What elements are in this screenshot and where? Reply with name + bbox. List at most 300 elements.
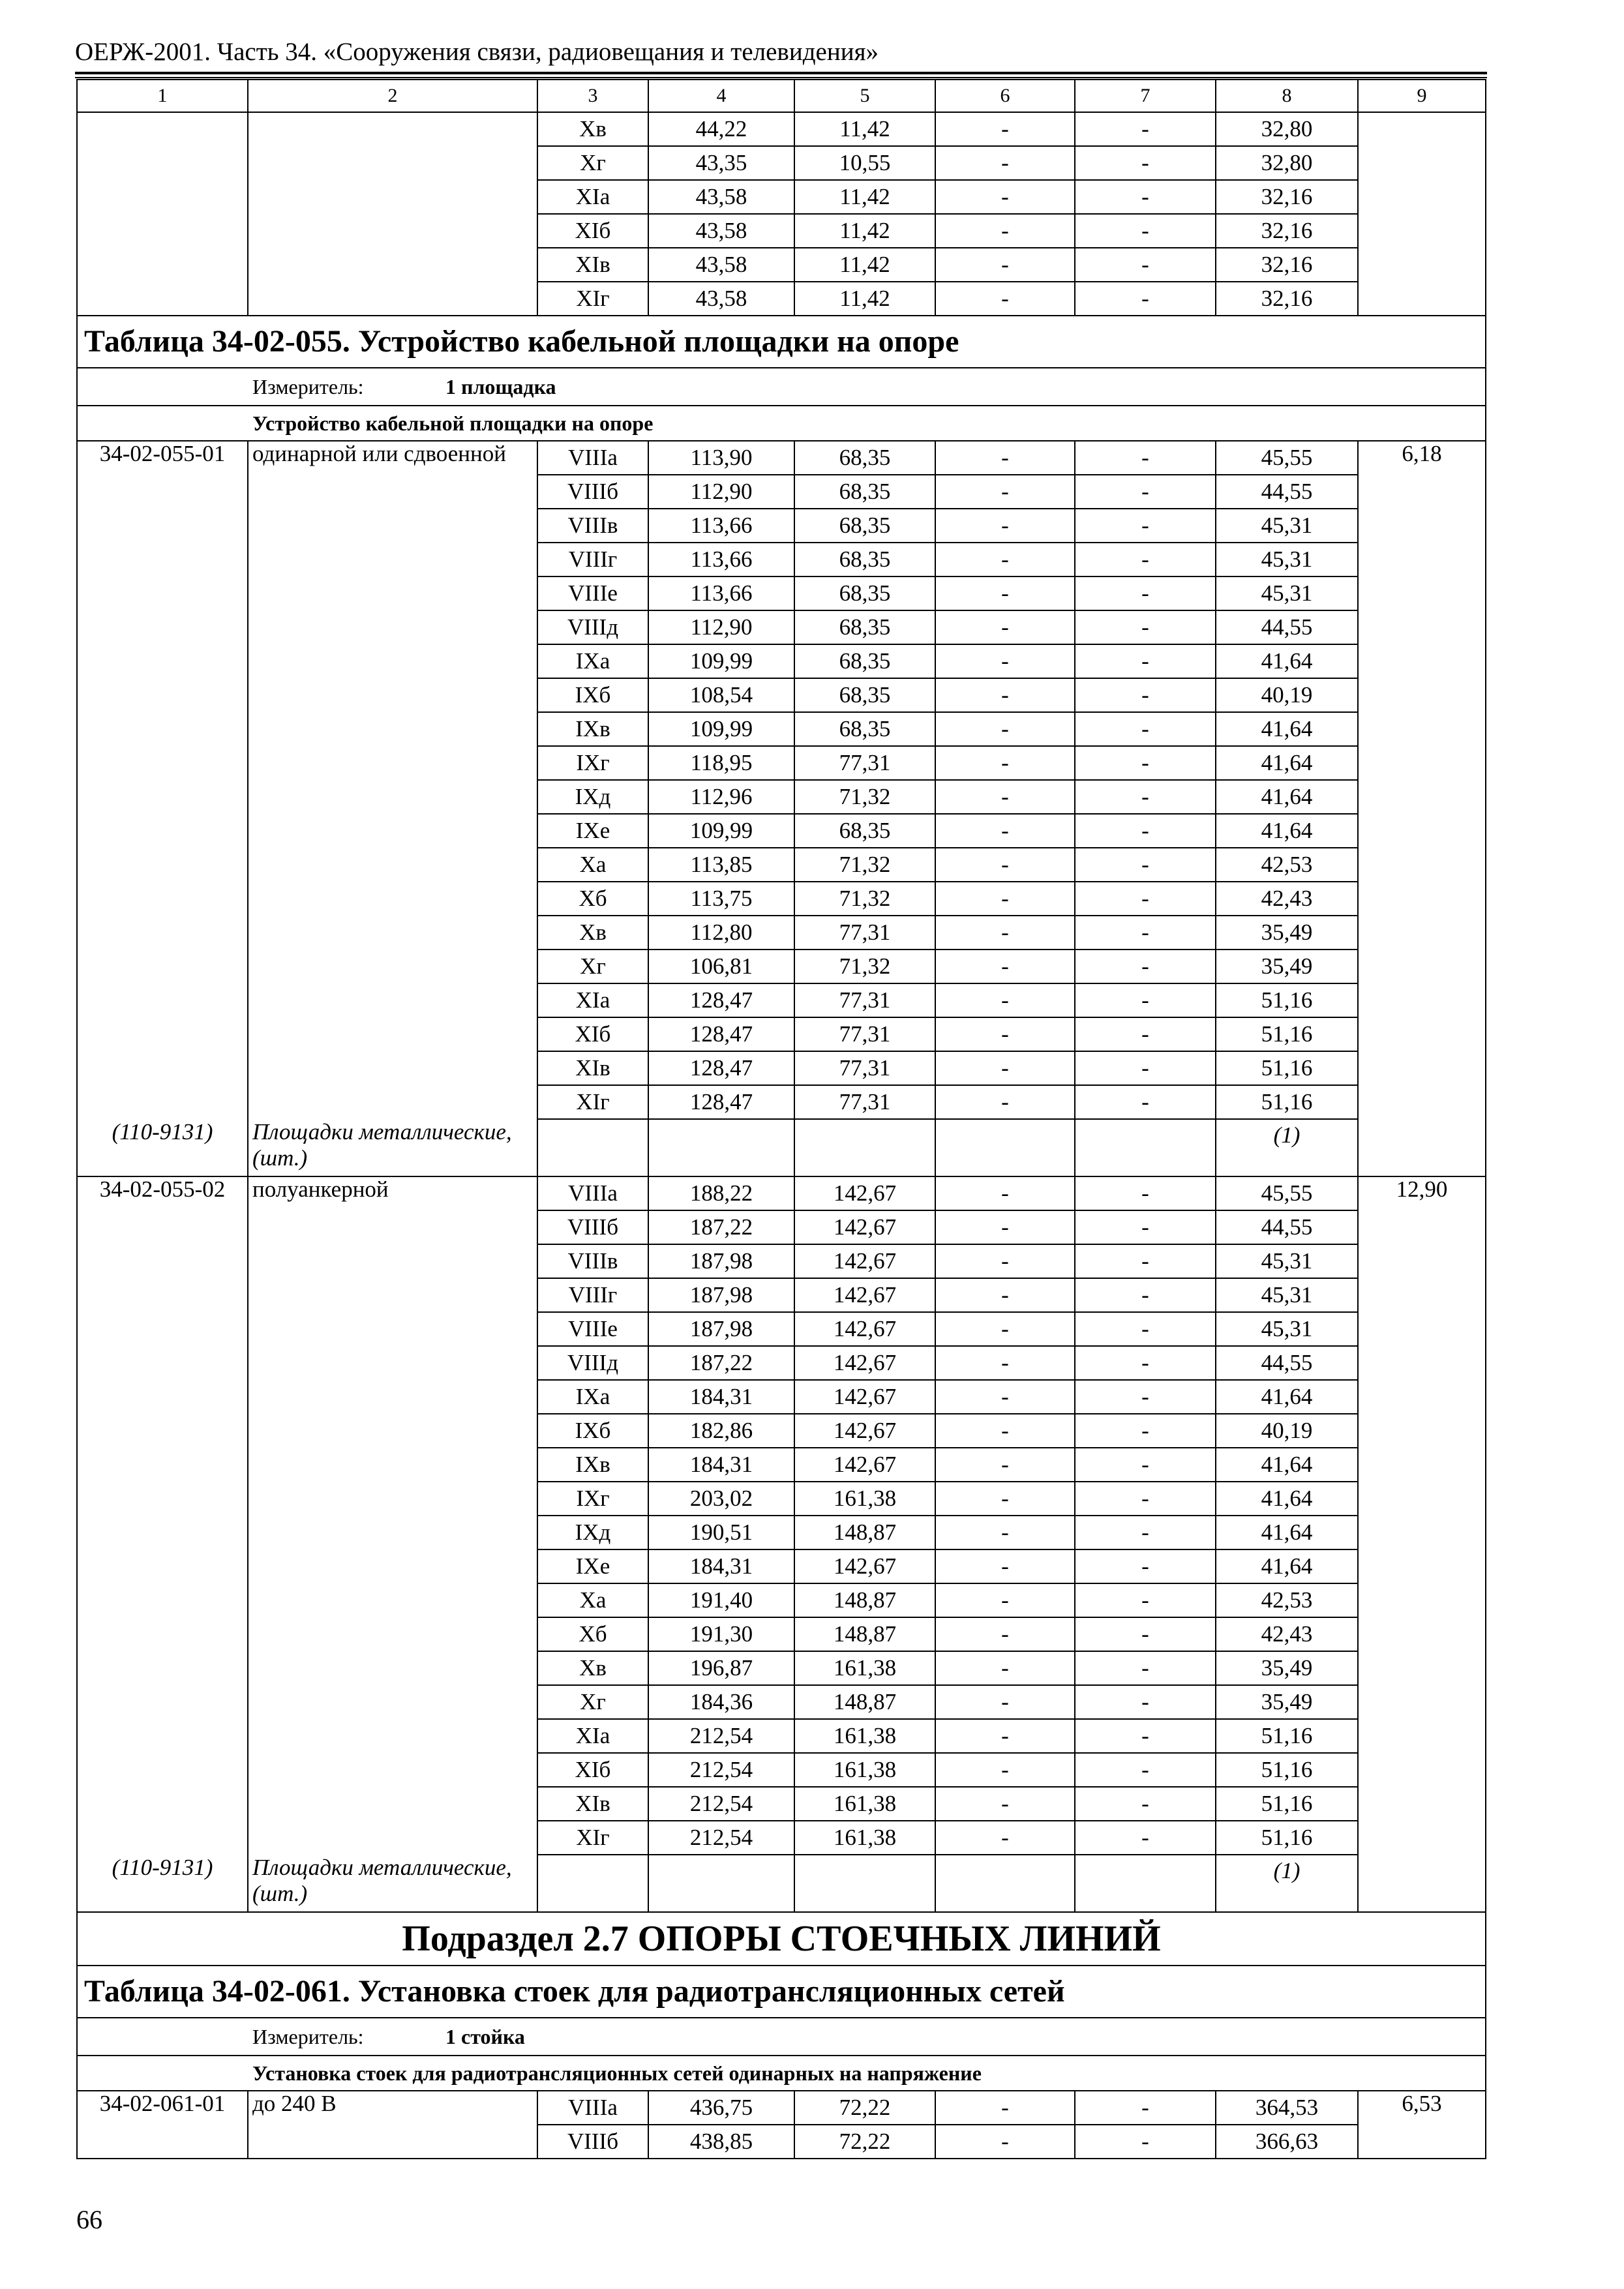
value-cell: 40,19 bbox=[1216, 678, 1358, 712]
table-row bbox=[77, 1787, 1486, 1821]
value-cell: 45,55 bbox=[1216, 1176, 1358, 1210]
table-title: Таблица 34-02-061. Установка стоек для радиотрансляционных сетей bbox=[77, 1966, 1486, 2018]
table-cell bbox=[1358, 780, 1486, 814]
table-cell bbox=[77, 1414, 248, 1448]
table-cell bbox=[1358, 1017, 1486, 1051]
value-cell: 32,16 bbox=[1216, 248, 1358, 282]
value-cell: 128,47 bbox=[648, 1051, 794, 1085]
zone-cell: IХа bbox=[537, 1380, 648, 1414]
value-cell: 142,67 bbox=[794, 1176, 935, 1210]
zone-cell: Ха bbox=[537, 1583, 648, 1617]
table-row bbox=[77, 1617, 1486, 1651]
value-cell: - bbox=[1075, 950, 1216, 983]
value-cell: 112,90 bbox=[648, 475, 794, 509]
value-cell: 42,53 bbox=[1216, 848, 1358, 882]
table-row bbox=[77, 848, 1486, 882]
table-cell bbox=[248, 1516, 537, 1549]
table-cell bbox=[248, 112, 537, 146]
table-cell bbox=[248, 1685, 537, 1719]
value-cell: 32,80 bbox=[1216, 112, 1358, 146]
value-cell: 112,90 bbox=[648, 610, 794, 644]
table-cell bbox=[77, 576, 248, 610]
value-cell: 112,96 bbox=[648, 780, 794, 814]
table-cell bbox=[248, 509, 537, 543]
measure-cell bbox=[77, 368, 1486, 406]
value-cell: 191,30 bbox=[648, 1617, 794, 1651]
value-cell: 142,67 bbox=[794, 1346, 935, 1380]
value-cell: - bbox=[935, 712, 1075, 746]
zone-cell: VIIIа bbox=[537, 2091, 648, 2125]
table-cell bbox=[77, 112, 248, 146]
value-cell: 45,31 bbox=[1216, 1278, 1358, 1312]
resource-qty: (1) bbox=[1216, 1119, 1358, 1176]
resource-row bbox=[77, 1855, 1486, 1912]
table-cell bbox=[248, 1380, 537, 1414]
value-cell: 203,02 bbox=[648, 1482, 794, 1516]
table-cell bbox=[248, 780, 537, 814]
value-cell: 68,35 bbox=[794, 441, 935, 475]
value-cell: - bbox=[935, 610, 1075, 644]
table-cell bbox=[1075, 1855, 1216, 1912]
table-cell bbox=[77, 1085, 248, 1119]
table-title-row bbox=[77, 1966, 1486, 2018]
value-cell: - bbox=[935, 644, 1075, 678]
table-cell bbox=[1358, 1346, 1486, 1380]
value-cell: 51,16 bbox=[1216, 1017, 1358, 1051]
table-cell bbox=[248, 1085, 537, 1119]
value-cell: 142,67 bbox=[794, 1244, 935, 1278]
table-cell bbox=[1358, 814, 1486, 848]
table-cell bbox=[77, 2125, 248, 2159]
value-cell: - bbox=[935, 1085, 1075, 1119]
value-cell: 77,31 bbox=[794, 746, 935, 780]
value-cell: 71,32 bbox=[794, 780, 935, 814]
value-cell: 161,38 bbox=[794, 1651, 935, 1685]
value-cell: - bbox=[935, 780, 1075, 814]
table-cell bbox=[248, 610, 537, 644]
value-cell: 32,16 bbox=[1216, 180, 1358, 214]
zone-cell: IХб bbox=[537, 1414, 648, 1448]
zone-cell: Хб bbox=[537, 882, 648, 916]
table-cell bbox=[1358, 1210, 1486, 1244]
value-cell: 41,64 bbox=[1216, 1448, 1358, 1482]
item-code: 34-02-061-01 bbox=[77, 2091, 248, 2125]
value-cell: 68,35 bbox=[794, 678, 935, 712]
table-cell bbox=[1358, 1516, 1486, 1549]
table-cell bbox=[248, 282, 537, 316]
table-row bbox=[77, 814, 1486, 848]
table-cell bbox=[77, 1549, 248, 1583]
value-cell: 71,32 bbox=[794, 882, 935, 916]
table-cell bbox=[935, 1855, 1075, 1912]
value-cell: 113,66 bbox=[648, 543, 794, 576]
value-cell: - bbox=[1075, 1278, 1216, 1312]
table-cell bbox=[77, 983, 248, 1017]
value-cell: 51,16 bbox=[1216, 1051, 1358, 1085]
zone-cell: VIIIа bbox=[537, 1176, 648, 1210]
item-name: до 240 В bbox=[248, 2091, 537, 2125]
column-number: 1 bbox=[77, 80, 248, 112]
table-row bbox=[77, 1380, 1486, 1414]
table-cell bbox=[248, 1244, 537, 1278]
value-cell: - bbox=[935, 2091, 1075, 2125]
table-cell bbox=[77, 1617, 248, 1651]
table-row bbox=[77, 248, 1486, 282]
zone-cell: Хв bbox=[537, 112, 648, 146]
value-cell: - bbox=[935, 950, 1075, 983]
table-row bbox=[77, 610, 1486, 644]
value-cell: - bbox=[935, 1549, 1075, 1583]
table-cell bbox=[248, 1448, 537, 1482]
zone-cell: VIIIг bbox=[537, 543, 648, 576]
table-row bbox=[77, 2091, 1486, 2125]
value-cell: 109,99 bbox=[648, 712, 794, 746]
table-row bbox=[77, 1210, 1486, 1244]
zone-cell: IХб bbox=[537, 678, 648, 712]
zone-cell: ХIв bbox=[537, 1051, 648, 1085]
table-row bbox=[77, 916, 1486, 950]
value-cell: 43,58 bbox=[648, 214, 794, 248]
table-cell bbox=[77, 1753, 248, 1787]
value-cell: 113,66 bbox=[648, 576, 794, 610]
value-cell: 142,67 bbox=[794, 1414, 935, 1448]
table-row bbox=[77, 441, 1486, 475]
table-cell bbox=[248, 848, 537, 882]
value-cell: 44,55 bbox=[1216, 475, 1358, 509]
subsection-row bbox=[77, 1912, 1486, 1966]
value-cell: 128,47 bbox=[648, 1085, 794, 1119]
value-cell: - bbox=[935, 475, 1075, 509]
zone-cell: Хв bbox=[537, 916, 648, 950]
table-row bbox=[77, 475, 1486, 509]
value-cell: - bbox=[935, 1051, 1075, 1085]
value-cell: 212,54 bbox=[648, 1787, 794, 1821]
value-cell: 109,99 bbox=[648, 644, 794, 678]
table-row bbox=[77, 1719, 1486, 1753]
table-cell bbox=[248, 950, 537, 983]
value-cell: - bbox=[1075, 475, 1216, 509]
value-cell: 41,64 bbox=[1216, 814, 1358, 848]
subsection-title: Подраздел 2.7 ОПОРЫ СТОЕЧНЫХ ЛИНИЙ bbox=[77, 1912, 1486, 1966]
value-cell: 43,58 bbox=[648, 248, 794, 282]
table-row bbox=[77, 1312, 1486, 1346]
value-cell: 45,31 bbox=[1216, 576, 1358, 610]
table-cell bbox=[1358, 180, 1486, 214]
column-number: 2 bbox=[248, 80, 537, 112]
value-cell: - bbox=[1075, 1617, 1216, 1651]
table-row bbox=[77, 576, 1486, 610]
value-cell: - bbox=[1075, 1549, 1216, 1583]
value-cell: 148,87 bbox=[794, 1583, 935, 1617]
table-cell bbox=[248, 1017, 537, 1051]
value-cell: 35,49 bbox=[1216, 1685, 1358, 1719]
zone-cell: IХд bbox=[537, 780, 648, 814]
table-cell bbox=[248, 1414, 537, 1448]
zone-cell: ХIв bbox=[537, 248, 648, 282]
value-cell: - bbox=[935, 1017, 1075, 1051]
table-cell bbox=[77, 882, 248, 916]
table-cell bbox=[1358, 214, 1486, 248]
value-cell: - bbox=[1075, 983, 1216, 1017]
value-cell: - bbox=[935, 916, 1075, 950]
table-cell bbox=[77, 1719, 248, 1753]
table-cell bbox=[1358, 983, 1486, 1017]
value-cell: 109,99 bbox=[648, 814, 794, 848]
value-cell: 11,42 bbox=[794, 180, 935, 214]
value-cell: 10,55 bbox=[794, 146, 935, 180]
table-cell bbox=[77, 1821, 248, 1855]
column-number: 6 bbox=[935, 80, 1075, 112]
table-cell bbox=[1358, 1855, 1486, 1912]
table-cell bbox=[1358, 746, 1486, 780]
value-cell: 161,38 bbox=[794, 1821, 935, 1855]
table-cell bbox=[1358, 848, 1486, 882]
table-cell bbox=[248, 1787, 537, 1821]
value-cell: - bbox=[1075, 882, 1216, 916]
value-cell: 161,38 bbox=[794, 1787, 935, 1821]
value-cell: - bbox=[1075, 1583, 1216, 1617]
table-cell bbox=[248, 1651, 537, 1685]
value-cell: 11,42 bbox=[794, 248, 935, 282]
value-cell: - bbox=[1075, 712, 1216, 746]
value-cell: - bbox=[1075, 509, 1216, 543]
table-cell bbox=[248, 2125, 537, 2159]
table-cell bbox=[648, 1855, 794, 1912]
table-cell bbox=[1358, 475, 1486, 509]
rates-table bbox=[76, 79, 1486, 2159]
table-cell bbox=[77, 543, 248, 576]
table-cell bbox=[1358, 1482, 1486, 1516]
value-cell: 35,49 bbox=[1216, 1651, 1358, 1685]
value-cell: 187,22 bbox=[648, 1346, 794, 1380]
table-cell bbox=[77, 282, 248, 316]
value-cell: 41,64 bbox=[1216, 780, 1358, 814]
table-cell bbox=[1358, 610, 1486, 644]
table-cell bbox=[77, 1051, 248, 1085]
table-cell bbox=[77, 1278, 248, 1312]
zone-cell: IХе bbox=[537, 1549, 648, 1583]
item-code: 34-02-055-01 bbox=[77, 441, 248, 475]
table-cell bbox=[77, 1312, 248, 1346]
table-cell bbox=[77, 180, 248, 214]
table-cell bbox=[1358, 1719, 1486, 1753]
value-cell: - bbox=[1075, 543, 1216, 576]
table-cell bbox=[1358, 1085, 1486, 1119]
value-cell: 142,67 bbox=[794, 1210, 935, 1244]
zone-cell: IХд bbox=[537, 1516, 648, 1549]
table-cell bbox=[1358, 576, 1486, 610]
value-cell: - bbox=[1075, 1210, 1216, 1244]
table-cell bbox=[77, 509, 248, 543]
table-cell bbox=[77, 1210, 248, 1244]
value-cell: 41,64 bbox=[1216, 1380, 1358, 1414]
value-cell: 68,35 bbox=[794, 814, 935, 848]
table-row bbox=[77, 1685, 1486, 1719]
value-cell: 118,95 bbox=[648, 746, 794, 780]
zone-cell: ХIг bbox=[537, 282, 648, 316]
value-cell: - bbox=[1075, 1516, 1216, 1549]
page-header: ОЕРЖ-2001. Часть 34. «Сооружения связи, радиовещания и телевидения» bbox=[75, 38, 879, 66]
table-row bbox=[77, 282, 1486, 316]
table-cell bbox=[248, 882, 537, 916]
col9-value: 6,53 bbox=[1358, 2091, 1486, 2125]
table-cell bbox=[77, 1516, 248, 1549]
value-cell: - bbox=[935, 1414, 1075, 1448]
table-row bbox=[77, 1549, 1486, 1583]
table-cell bbox=[77, 1017, 248, 1051]
value-cell: 71,32 bbox=[794, 848, 935, 882]
table-cell bbox=[77, 644, 248, 678]
resource-name: Площадки металлические, (шт.) bbox=[248, 1855, 537, 1912]
table-cell bbox=[77, 1685, 248, 1719]
table-cell bbox=[248, 180, 537, 214]
value-cell: - bbox=[1075, 814, 1216, 848]
value-cell: 32,16 bbox=[1216, 282, 1358, 316]
table-row bbox=[77, 983, 1486, 1017]
table-cell bbox=[1358, 1278, 1486, 1312]
value-cell: 68,35 bbox=[794, 475, 935, 509]
value-cell: - bbox=[935, 1617, 1075, 1651]
table-title-row bbox=[77, 316, 1486, 368]
table-row bbox=[77, 1821, 1486, 1855]
value-cell: - bbox=[1075, 916, 1216, 950]
value-cell: - bbox=[1075, 746, 1216, 780]
table-row bbox=[77, 950, 1486, 983]
zone-cell: ХIа bbox=[537, 983, 648, 1017]
value-cell: 77,31 bbox=[794, 1017, 935, 1051]
value-cell: - bbox=[1075, 1482, 1216, 1516]
table-row bbox=[77, 1753, 1486, 1787]
table-cell bbox=[1358, 712, 1486, 746]
table-row bbox=[77, 712, 1486, 746]
value-cell: 45,31 bbox=[1216, 1244, 1358, 1278]
value-cell: - bbox=[1075, 441, 1216, 475]
col9-value: 6,18 bbox=[1358, 441, 1486, 475]
resource-row bbox=[77, 1119, 1486, 1176]
value-cell: 436,75 bbox=[648, 2091, 794, 2125]
value-cell: - bbox=[1075, 1380, 1216, 1414]
table-row bbox=[77, 214, 1486, 248]
table-cell bbox=[935, 1119, 1075, 1176]
value-cell: - bbox=[935, 1278, 1075, 1312]
value-cell: 51,16 bbox=[1216, 1719, 1358, 1753]
value-cell: - bbox=[935, 248, 1075, 282]
value-cell: 11,42 bbox=[794, 282, 935, 316]
value-cell: 32,16 bbox=[1216, 214, 1358, 248]
value-cell: - bbox=[1075, 1312, 1216, 1346]
value-cell: 77,31 bbox=[794, 1051, 935, 1085]
value-cell: 161,38 bbox=[794, 1753, 935, 1787]
value-cell: 148,87 bbox=[794, 1685, 935, 1719]
value-cell: 196,87 bbox=[648, 1651, 794, 1685]
value-cell: 113,75 bbox=[648, 882, 794, 916]
value-cell: 45,31 bbox=[1216, 543, 1358, 576]
value-cell: 212,54 bbox=[648, 1719, 794, 1753]
table-cell bbox=[248, 475, 537, 509]
value-cell: - bbox=[1075, 112, 1216, 146]
value-cell: 184,31 bbox=[648, 1448, 794, 1482]
table-cell bbox=[248, 1482, 537, 1516]
value-cell: 45,55 bbox=[1216, 441, 1358, 475]
value-cell: 161,38 bbox=[794, 1482, 935, 1516]
table-cell bbox=[1358, 282, 1486, 316]
value-cell: - bbox=[935, 1380, 1075, 1414]
zone-cell: Хб bbox=[537, 1617, 648, 1651]
table-cell bbox=[77, 950, 248, 983]
table-cell bbox=[1358, 916, 1486, 950]
table-row bbox=[77, 678, 1486, 712]
zone-cell: IХе bbox=[537, 814, 648, 848]
measure-value: 1 стойка bbox=[445, 2025, 525, 2048]
zone-cell: ХIв bbox=[537, 1787, 648, 1821]
value-cell: 41,64 bbox=[1216, 644, 1358, 678]
table-row bbox=[77, 1278, 1486, 1312]
value-cell: 68,35 bbox=[794, 576, 935, 610]
value-cell: 187,22 bbox=[648, 1210, 794, 1244]
value-cell: 41,64 bbox=[1216, 746, 1358, 780]
table-cell bbox=[1358, 146, 1486, 180]
table-cell bbox=[1358, 950, 1486, 983]
table-cell bbox=[248, 1583, 537, 1617]
zone-cell: VIIIе bbox=[537, 1312, 648, 1346]
value-cell: - bbox=[935, 214, 1075, 248]
value-cell: - bbox=[1075, 1787, 1216, 1821]
table-row bbox=[77, 1017, 1486, 1051]
value-cell: 35,49 bbox=[1216, 916, 1358, 950]
table-cell bbox=[77, 814, 248, 848]
zone-cell: VIIIд bbox=[537, 1346, 648, 1380]
col9-value: 12,90 bbox=[1358, 1176, 1486, 1210]
zone-cell: Хв bbox=[537, 1651, 648, 1685]
table-cell bbox=[77, 214, 248, 248]
value-cell: 148,87 bbox=[794, 1617, 935, 1651]
measure-row bbox=[77, 2018, 1486, 2056]
table-cell bbox=[1358, 2125, 1486, 2159]
value-cell: - bbox=[935, 1244, 1075, 1278]
zone-cell: ХIа bbox=[537, 180, 648, 214]
value-cell: - bbox=[935, 848, 1075, 882]
zone-cell: VIIIд bbox=[537, 610, 648, 644]
table-cell bbox=[248, 712, 537, 746]
value-cell: 128,47 bbox=[648, 983, 794, 1017]
value-cell: 44,55 bbox=[1216, 1210, 1358, 1244]
value-cell: - bbox=[935, 576, 1075, 610]
header-rule bbox=[75, 72, 1487, 74]
value-cell: 71,32 bbox=[794, 950, 935, 983]
value-cell: - bbox=[1075, 180, 1216, 214]
column-number: 3 bbox=[537, 80, 648, 112]
subheading-row bbox=[77, 406, 1486, 441]
table-cell bbox=[1358, 1380, 1486, 1414]
zone-cell: ХIб bbox=[537, 1017, 648, 1051]
value-cell: 11,42 bbox=[794, 112, 935, 146]
table-cell bbox=[77, 848, 248, 882]
resource-code: (110-9131) bbox=[77, 1855, 248, 1912]
value-cell: 43,58 bbox=[648, 282, 794, 316]
value-cell: - bbox=[1075, 1753, 1216, 1787]
zone-cell: VIIIб bbox=[537, 475, 648, 509]
value-cell: 187,98 bbox=[648, 1278, 794, 1312]
value-cell: 42,53 bbox=[1216, 1583, 1358, 1617]
value-cell: 113,85 bbox=[648, 848, 794, 882]
value-cell: 184,31 bbox=[648, 1380, 794, 1414]
value-cell: 68,35 bbox=[794, 543, 935, 576]
table-cell bbox=[248, 576, 537, 610]
table-cell bbox=[248, 1719, 537, 1753]
zone-cell: IХг bbox=[537, 746, 648, 780]
zone-cell: VIIIб bbox=[537, 2125, 648, 2159]
value-cell: 142,67 bbox=[794, 1549, 935, 1583]
